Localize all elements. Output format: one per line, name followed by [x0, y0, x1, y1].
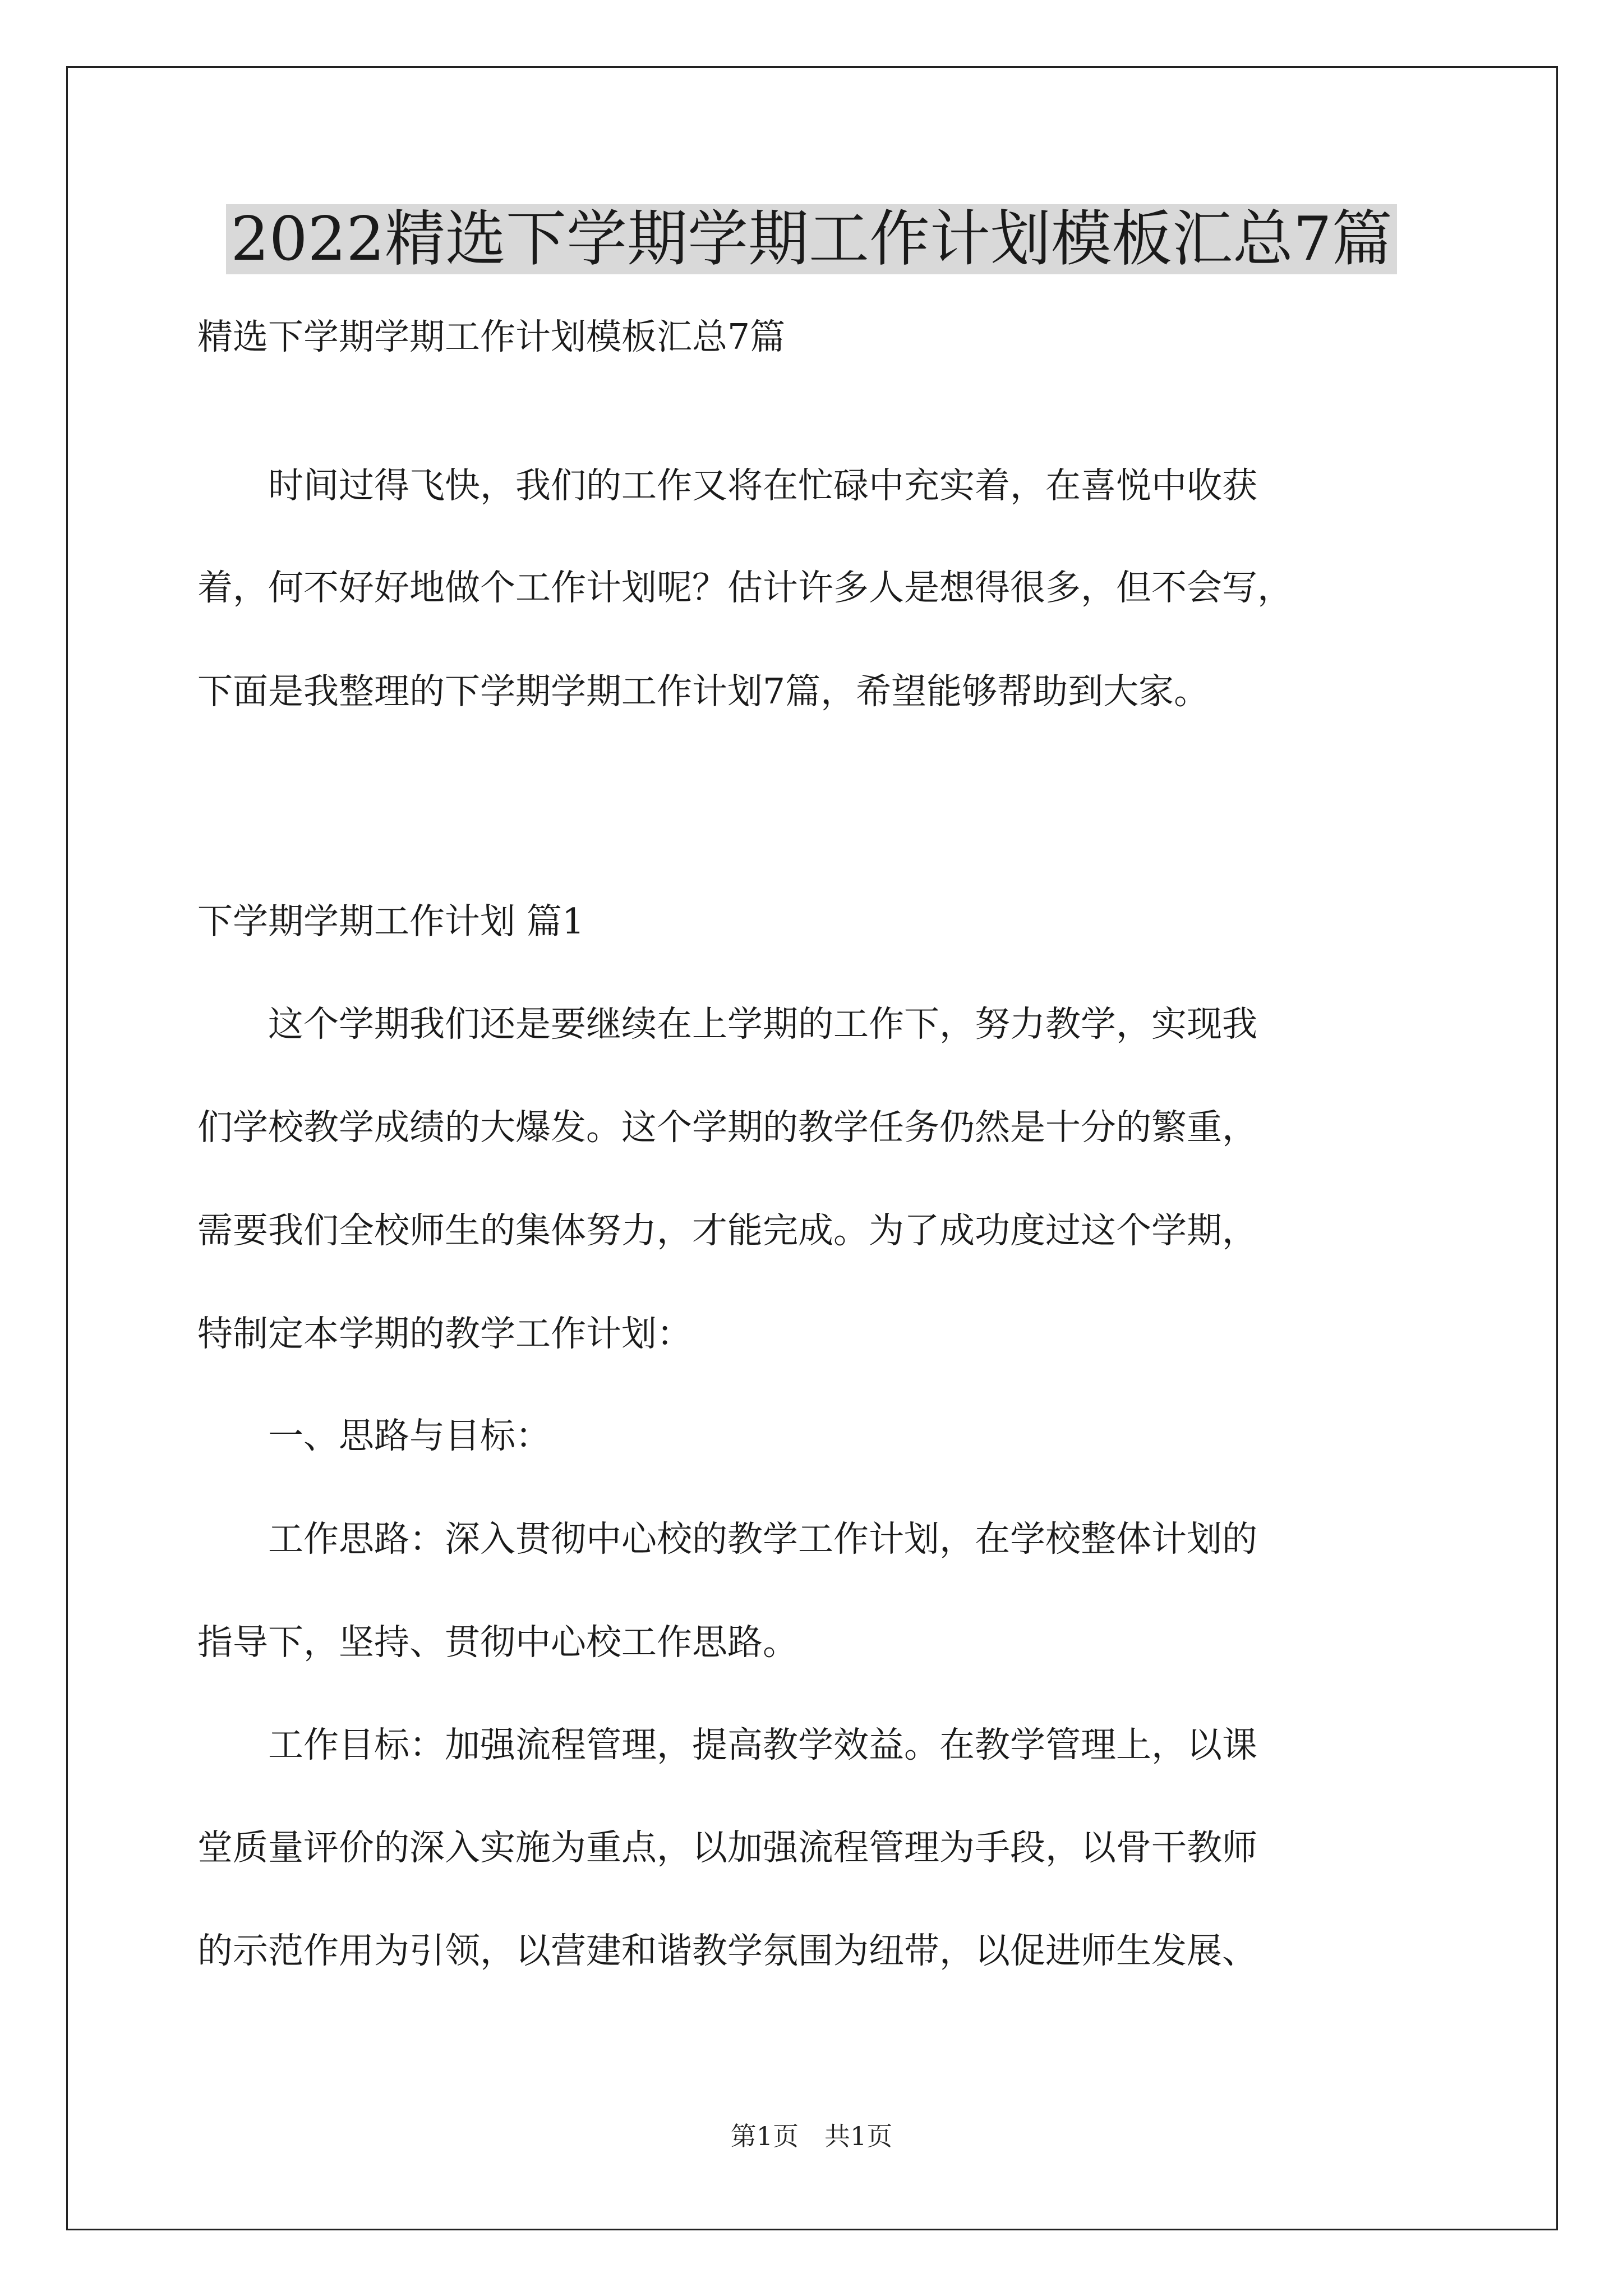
paragraph-line: 特制定本学期的教学工作计划：	[197, 1313, 692, 1354]
paragraph-line: 一、思路与目标：	[197, 1415, 551, 1456]
paragraph-line: 的示范作用为引领，以营建和谐教学氛围为纽带，以促进师生发展、	[197, 1930, 1257, 1971]
section-heading: 下学期学期工作计划 篇1	[197, 901, 585, 942]
subtitle-line: 精选下学期学期工作计划模板汇总7篇	[197, 316, 786, 357]
paragraph-line: 下面是我整理的下学期学期工作计划7篇，希望能够帮助到大家。	[197, 671, 1210, 712]
paragraph-line: 工作目标：加强流程管理，提高教学效益。在教学管理上，以课	[197, 1724, 1257, 1765]
paragraph-line: 需要我们全校师生的集体努力，才能完成。为了成功度过这个学期，	[197, 1210, 1257, 1251]
document-title-text: 2022精选下学期学期工作计划模板汇总7篇	[226, 204, 1397, 274]
paragraph-line: 们学校教学成绩的大爆发。这个学期的教学任务仍然是十分的繁重，	[197, 1107, 1257, 1148]
paragraph-line: 指导下，坚持、贯彻中心校工作思路。	[197, 1622, 798, 1663]
paragraph-line: 着，何不好好地做个工作计划呢？估计许多人是想得很多，但不会写，	[197, 567, 1293, 608]
paragraph-line: 工作思路：深入贯彻中心校的教学工作计划，在学校整体计划的	[197, 1519, 1257, 1559]
page-footer: 第1页 共1页	[730, 2121, 893, 2151]
document-title	[0, 197, 1623, 282]
paragraph-line: 这个学期我们还是要继续在上学期的工作下，努力教学，实现我	[197, 1004, 1257, 1045]
paragraph-line: 堂质量评价的深入实施为重点，以加强流程管理为手段，以骨干教师	[197, 1827, 1257, 1868]
paragraph-line: 时间过得飞快，我们的工作又将在忙碌中充实着，在喜悦中收获	[197, 465, 1257, 506]
